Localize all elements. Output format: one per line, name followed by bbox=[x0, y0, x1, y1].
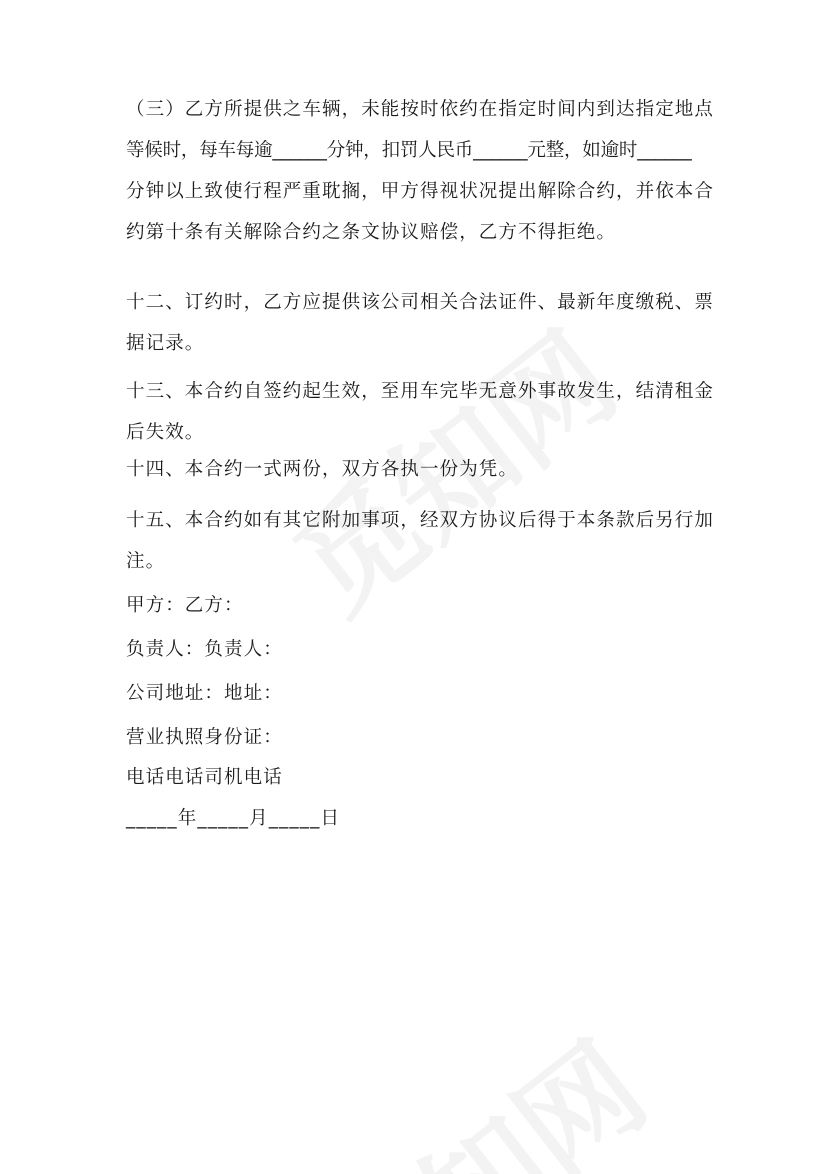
watermark bbox=[285, 997, 675, 1174]
signature-responsible-line: 负责人：负责人： bbox=[126, 639, 283, 660]
paragraph-line: 约第十条有关解除合约之条文协议赔偿，乙方不得拒绝。 bbox=[126, 222, 617, 243]
clause-fourteen: 十四、本合约一式两份，双方各执一份为凭。 bbox=[126, 459, 519, 480]
paragraph-line: 据记录。 bbox=[126, 333, 205, 354]
paragraph-line: 后失效。 bbox=[126, 422, 205, 443]
signature-license-line: 营业执照身份证： bbox=[126, 727, 283, 748]
clause-twelve: 十二、订约时，乙方应提供该公司相关合法证件、最新年度缴税、票 bbox=[126, 292, 715, 313]
clause-thirteen: 十三、本合约自签约起生效，至用车完毕无意外事故发生，结清租金 bbox=[126, 381, 715, 402]
paragraph-line: （三）乙方所提供之车辆，未能按时依约在指定时间内到达指定地点 bbox=[126, 99, 715, 120]
signature-party-line: 甲方：乙方： bbox=[126, 595, 244, 616]
paragraph-line: 注。 bbox=[126, 551, 166, 572]
signature-address-line: 公司地址：地址： bbox=[126, 683, 283, 704]
paragraph-line: 等候时，每车每逾______分钟，扣罚人民币______元整，如逾时______ bbox=[126, 140, 692, 161]
clause-fifteen: 十五、本合约如有其它附加事项，经双方协议后得于本条款后另行加 bbox=[126, 510, 715, 531]
paragraph-line: 分钟以上致使行程严重耽搁，甲方得视状况提出解除合约，并依本合 bbox=[126, 181, 715, 202]
signature-phone-line: 电话电话司机电话 bbox=[126, 767, 283, 788]
date-line: _____年_____月_____日 bbox=[126, 808, 341, 829]
